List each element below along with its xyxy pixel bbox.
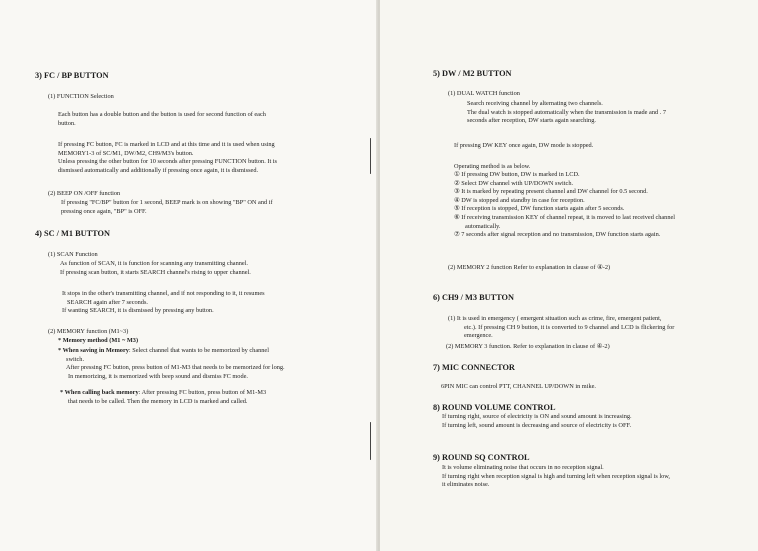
section-8-heading: 8) ROUND VOLUME CONTROL	[433, 403, 556, 412]
list-item: ① If pressing DW button, DW is marked in LCD.	[454, 171, 580, 178]
binding-mark-bottom	[370, 422, 371, 460]
section-5-p1: Search receiving channel by alternating two channels. The dual watch is stopped automatically when the transmission is made and . 7 seconds after reception, DW starts again searching.	[467, 100, 667, 125]
right-page	[380, 0, 758, 551]
section-6-heading: 6) CH9 / M3 BUTTON	[433, 293, 514, 302]
list-item: ④ DW is stopped and standby in case for reception.	[454, 196, 585, 204]
section-7-p1: 6PIN MIC can control PTT, CHANNEL UP/DOWN in mike.	[441, 383, 596, 390]
section-3-sub2: (2) BEEP ON /OFF function	[48, 190, 121, 197]
section-5-sub1: (1) DUAL WATCH function	[448, 90, 520, 97]
section-6-p2: (2) MEMORY 3 function. Refer to explanation in clause of ④-2)	[446, 343, 610, 350]
list-item: ⑤ If reception is stopped, DW function starts again after 5 seconds.	[454, 205, 625, 213]
section-3-sub1: (1) FUNCTION Selection	[48, 93, 114, 100]
section-3-p3: If pressing "FC/BP" button for 1 second, BEEP mark is on showing "BP" ON and if pressing once again, "BP" is OFF.	[61, 199, 273, 215]
saving-memory: * When saving in Memory: Select channel that wants to be memorized by channel switch. After pressing FC button, press button of M1-M3 that needs to be memorized for long. In memorizing, it is memorized with beep sound and dismiss FC mode.	[58, 347, 285, 380]
section-5-sub2: (2) MEMORY 2 function Refer to explanation in clause of ④-2)	[448, 264, 611, 271]
list-item: ⑦ 7 seconds after signal reception and no transmission, DW function starts again.	[454, 231, 661, 239]
section-5-heading: 5) DW / M2 BUTTON	[433, 69, 512, 78]
operating-steps: ① If pressing DW button, DW is marked in LCD. ② Select DW channel with UP/DOWN switch. ③ It is marked by repeating present channel and DW channel for 0.5 second. ④ DW is stopped and standby in case for reception. ⑤ If reception is stopped, DW function starts again after 5 seconds. ⑥ If receiving transmission KEY of channel repeat, it is moved to last received channel automatically. ⑦ 7 seconds after signal reception and no transmission, DW function starts again.	[454, 171, 676, 239]
section-4-sub2: (2) MEMORY function (M1~3)	[48, 328, 129, 335]
section-6-p1: (1) It is used in emergency ( emergent situation such as crime, fire, emergent patient, etc.). If pressing CH 9 button, it is converted to 9 channel and LCD is flickering for emergence.	[448, 315, 675, 340]
section-4-heading: 4) SC / M1 BUTTON	[35, 229, 110, 238]
calling-memory: * When calling back memory: After pressing FC button, press button of M1-M3 that needs to be called. Then the memory in LCD is marked and called.	[60, 389, 267, 405]
section-4-sub1: (1) SCAN Function	[48, 251, 98, 258]
section-3-heading: 3) FC / BP BUTTON	[35, 71, 109, 80]
list-item: ③ It is marked by repeating present channel and DW channel for 0.5 second.	[454, 188, 648, 196]
section-3-p2: If pressing FC button, FC is marked in LCD and at this time and it is used when using MEMORY1-3 of SC/M1, DW/M2, CH9/M3's button. Unless pressing the other button for 10 seconds after pressing FUNCTION button. It is dismissed automatically and additionally if pressing once again, it is dismissed.	[58, 141, 277, 174]
operating-method-title: Operating method is as below.	[454, 163, 531, 170]
list-item: ② Select DW channel with UP/DOWN switch.	[454, 179, 574, 187]
section-8-p1: If turning right, source of electricity is ON and sound amount is increasing. If turning left, sound amount is decreasing and source of electricity is OFF.	[442, 413, 632, 429]
section-4-p2: It stops in the other's transmitting channel, and if not responding to it, it resumes SEARCH again after 7 seconds. If wanting SEARCH, it is dismissed by pressing any button.	[62, 290, 265, 315]
section-3-p1: Each button has a double button and the button is used for second function of each button.	[58, 111, 266, 127]
list-item: ⑥ If receiving transmission KEY of channel repeat, it is moved to last received channel	[454, 213, 676, 221]
memory-method: * Memory method (M1 ~ M3)	[58, 337, 139, 344]
binding-mark-top	[370, 138, 371, 174]
section-4-p1: As function of SCAN, it is function for scanning any transmitting channel. If pressing scan button, it starts SEARCH channel's rising to upper channel.	[60, 260, 251, 276]
section-5-p2: If pressing DW KEY once again, DW mode is stopped.	[454, 142, 594, 149]
section-9-heading: 9) ROUND SQ CONTROL	[433, 453, 530, 462]
section-7-heading: 7) MIC CONNECTOR	[433, 363, 515, 372]
section-9-p1: It is volume eliminating noise that occurs in no reception signal. If turning right when reception signal is high and turning left when reception signal is low, it eliminates noise.	[442, 464, 670, 489]
